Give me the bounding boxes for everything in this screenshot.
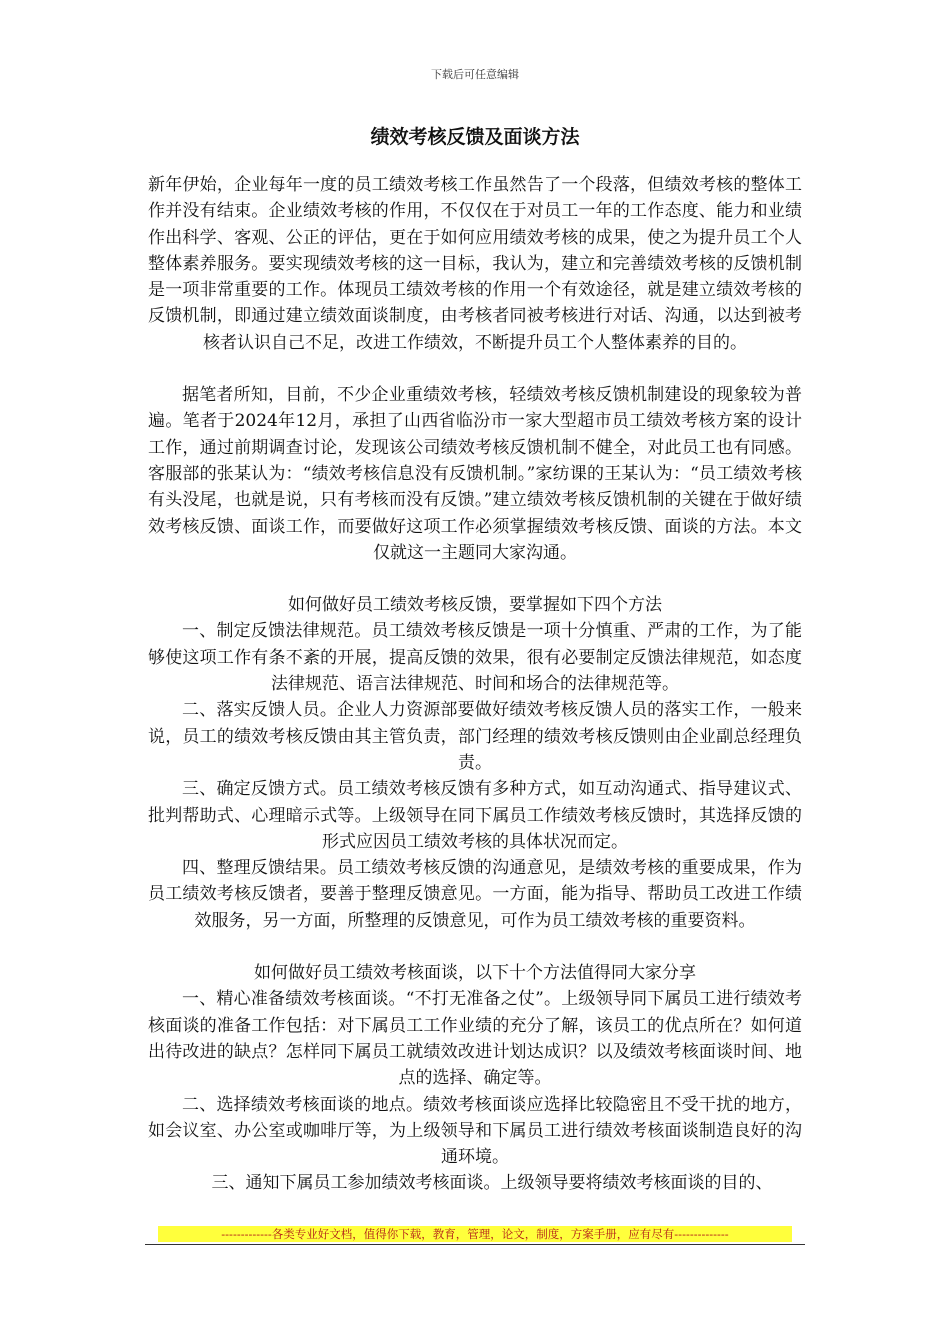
paragraph-observation: 据笔者所知，目前，不少企业重绩效考核，轻绩效考核反馈机制建设的现象较为普遍。笔者于2024年12月，承担了山西省临汾市一家大型超市员工绩效考核方案的设计工作，通过前期调查讨论，发现该公司绩效考核反馈机制不健全，对此员工也有同感。客服部的张某认为：“绩效考核信息没有反馈机制。”家纺课的王某认为：“员工绩效考核有头没尾，也就是说，只有考核而没有反馈。”建立绩效考核反馈机制的关键在于做好绩效考核反馈、面谈工作，而要做好这项工作必须掌握绩效考核反馈、面谈的方法。本文仅就这一主题同大家沟通。	[148, 385, 802, 563]
paragraph-interview-2: 二、选择绩效考核面谈的地点。绩效考核面谈应选择比较隐密且不受干扰的地方，如会议室、办公室或咖啡厅等，为上级领导和下属员工进行绩效考核面谈制造良好的沟通环境。	[148, 1094, 802, 1168]
page-footer-banner: -------------各类专业好文档，值得你下载，教育，管理，论文，制度，方案手册，应有尽有--------------	[158, 1226, 792, 1242]
paragraph-interview-3: 三、通知下属员工参加绩效考核面谈。上级领导要将绩效考核面谈的目的、	[211, 1173, 773, 1194]
document-title: 绩效考核反馈及面谈方法	[370, 126, 580, 148]
paragraph-feedback-3: 三、确定反馈方式。员工绩效考核反馈有多种方式，如互动沟通式、指导建议式、批判帮助式、心理暗示式等。上级领导在同下属员工作绩效考核反馈时，其选择反馈的形式应因员工绩效考核的具体状况而定。	[148, 779, 802, 852]
paragraph-intro: 新年伊始，企业每年一度的员工绩效考核工作虽然告了一个段落，但绩效考核的整体工作并没有结束。企业绩效考核的作用，不仅仅在于对员工一年的工作态度、能力和业绩作出科学、客观、公正的评估，更在于如何应用绩效考核的成果，使之为提升员工个人整体素养服务。要实现绩效考核的这一目标，我认为，建立和完善绩效考核的反馈机制是一项非常重要的工作。体现员工绩效考核的作用一个有效途径，就是建立绩效考核的反馈机制，即通过建立绩效面谈制度，由考核者同被考核进行对话、沟通，以达到被考核者认识自己不足，改进工作绩效，不断提升员工个人整体素养的目的。	[148, 175, 802, 353]
document-body	[148, 172, 802, 1197]
page-header: 下载后可任意编辑	[431, 68, 519, 81]
paragraph-gap	[148, 934, 802, 960]
paragraph-interview-1: 一、精心准备绩效考核面谈。“不打无准备之仗”。上级领导同下属员工进行绩效考核面谈的准备工作包括：对下属员工工作业绩的充分了解，该员工的优点所在？如何道出待改进的缺点？怎样同下属员工就绩效改进计划达成识？以及绩效考核面谈时间、地点的选择、确定等。	[148, 989, 802, 1089]
section-heading-interview: 如何做好员工绩效考核面谈，以下十个方法值得同大家分享	[254, 963, 696, 984]
paragraph-gap	[148, 566, 802, 592]
section-heading-feedback: 如何做好员工绩效考核反馈，要掌握如下四个方法	[288, 595, 662, 616]
paragraph-feedback-2: 二、落实反馈人员。企业人力资源部要做好绩效考核反馈人员的落实工作，一般来说，员工的绩效考核反馈由其主管负责，部门经理的绩效考核反馈则由企业副总经理负责。	[148, 700, 802, 773]
paragraph-feedback-1: 一、制定反馈法律规范。员工绩效考核反馈是一项十分慎重、严肃的工作，为了能够使这项工作有条不紊的开展，提高反馈的效果，很有必要制定反馈法律规范，如态度法律规范、语言法律规范、时间和场合的法律规范等。	[148, 621, 802, 695]
footer-divider	[145, 1244, 805, 1245]
paragraph-feedback-4: 四、整理反馈结果。员工绩效考核反馈的沟通意见，是绩效考核的重要成果，作为员工绩效考核反馈者，要善于整理反馈意见。一方面，能为指导、帮助员工改进工作绩效服务，另一方面，所整理的反馈意见，可作为员工绩效考核的重要资料。	[148, 858, 802, 931]
paragraph-gap	[148, 356, 802, 382]
